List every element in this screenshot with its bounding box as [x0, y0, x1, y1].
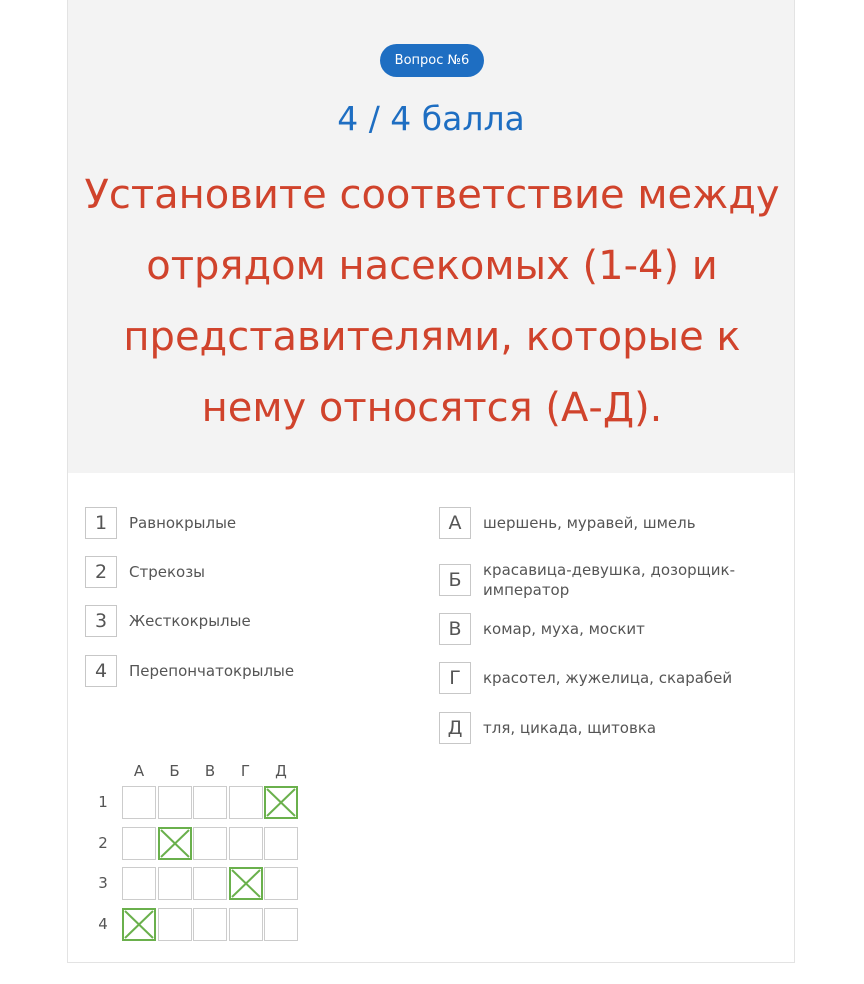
right-item-text: красавица-девушка, дозорщик-император [483, 561, 736, 599]
grid-cell-checked[interactable] [229, 867, 263, 900]
grid-cell[interactable] [229, 908, 263, 941]
grid-column-header: Г [240, 762, 251, 780]
left-item-text: Жесткокрылые [129, 612, 251, 630]
left-item-key: 4 [85, 655, 117, 687]
left-item-key: 3 [85, 605, 117, 637]
grid-cell[interactable] [264, 908, 298, 941]
grid-cell[interactable] [158, 908, 192, 941]
question-text: Установите соответствие между отрядом насекомых (1-4) и представителями, которые к нему относятся (А-Д). [84, 172, 780, 431]
right-item-key: А [439, 507, 471, 539]
left-item-4 [85, 655, 294, 687]
grid-cell[interactable] [264, 867, 298, 900]
right-item-v [439, 613, 743, 645]
left-item-1 [85, 507, 236, 539]
left-item-text: Перепончатокрылые [129, 662, 295, 680]
left-item-key: 1 [85, 507, 117, 539]
grid-row-label: 3 [98, 874, 108, 892]
grid-cell[interactable] [158, 867, 192, 900]
grid-cell[interactable] [193, 867, 227, 900]
grid-cell-checked[interactable] [122, 908, 156, 941]
right-item-text: тля, цикада, щитовка [483, 719, 657, 737]
grid-cell[interactable] [193, 786, 227, 819]
left-item-3 [85, 605, 251, 637]
right-item-a [439, 507, 743, 539]
grid-cell[interactable] [122, 827, 156, 860]
left-item-2 [85, 556, 205, 588]
right-item-b [439, 560, 743, 600]
grid-row-label: 2 [98, 833, 108, 852]
right-item-key: Г [439, 662, 471, 694]
left-item-key: 2 [85, 556, 117, 588]
right-item-g [439, 662, 743, 694]
right-item-key: Б [439, 564, 471, 596]
grid-cell[interactable] [229, 827, 263, 860]
grid-cell[interactable] [229, 786, 263, 819]
right-item-text: красотел, жужелица, скарабей [483, 669, 733, 687]
right-item-text: шершень, муравей, шмель [483, 514, 696, 532]
right-item-key: В [439, 613, 471, 645]
cross-check-icon [231, 869, 261, 898]
right-item-d [439, 712, 743, 744]
right-item-key: Д [439, 712, 471, 744]
left-item-text: Равнокрылые [129, 514, 237, 532]
left-item-text: Стрекозы [129, 563, 206, 581]
grid-column-header: Б [169, 762, 180, 780]
grid-cell-checked[interactable] [264, 786, 298, 819]
grid-cell[interactable] [122, 786, 156, 819]
grid-cell[interactable] [122, 867, 156, 900]
right-item-text: комар, муха, москит [483, 620, 645, 638]
cross-check-icon [160, 829, 190, 858]
question-card [67, 0, 795, 963]
cross-check-icon [124, 910, 154, 939]
score-label: 4 / 4 балла [337, 99, 525, 138]
grid-cell[interactable] [264, 827, 298, 860]
grid-column-header: А [133, 762, 145, 780]
grid-cell[interactable] [158, 786, 192, 819]
grid-cell[interactable] [193, 908, 227, 941]
question-header [68, 0, 794, 473]
grid-row-label: 1 [98, 793, 108, 811]
cross-check-icon [266, 788, 296, 817]
grid-cell-checked[interactable] [158, 827, 192, 860]
question-number-badge: Вопрос №6 [380, 44, 484, 77]
grid-cell[interactable] [193, 827, 227, 860]
grid-row-label: 4 [98, 914, 108, 933]
grid-column-header: Д [275, 762, 287, 780]
grid-column-header: В [204, 762, 216, 780]
